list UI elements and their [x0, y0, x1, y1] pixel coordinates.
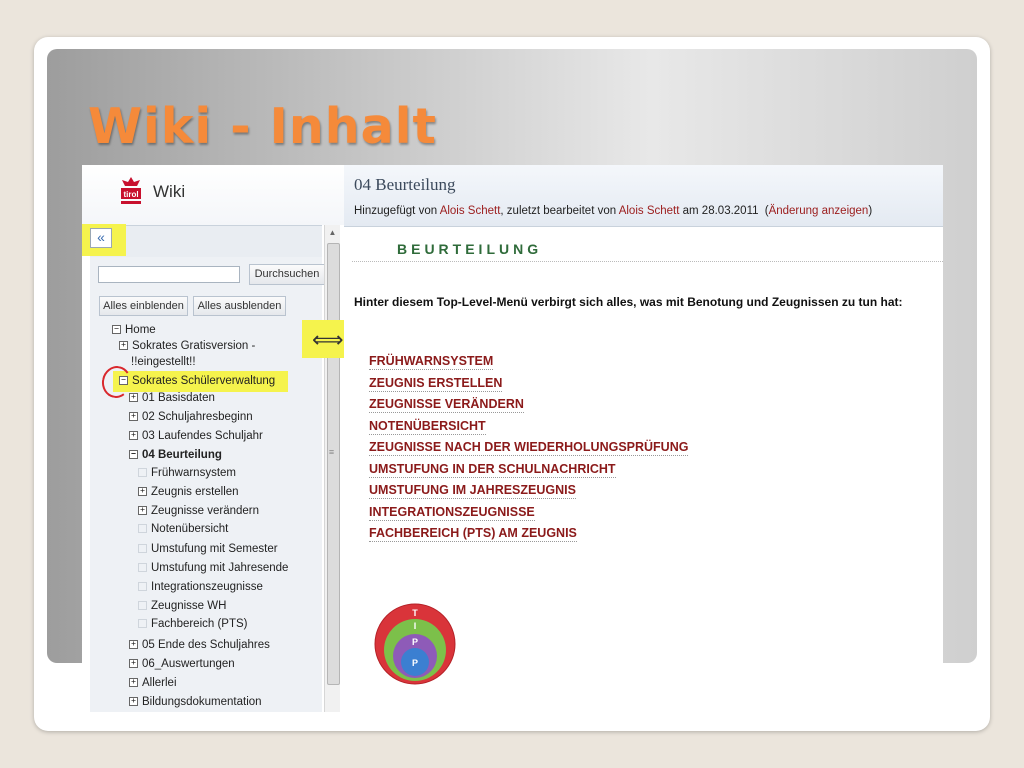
tree-item[interactable]	[129, 638, 270, 652]
tree-item-label[interactable]: Zeugnis erstellen	[151, 486, 239, 498]
expand-icon[interactable]: +	[129, 393, 138, 402]
tree-item-label[interactable]: Integrationszeugnisse	[151, 581, 263, 593]
tree-item-label[interactable]: Allerlei	[142, 677, 177, 689]
tree-item[interactable]	[138, 580, 263, 594]
expand-icon[interactable]: +	[129, 412, 138, 421]
expand-all-button[interactable]: Alles einblenden	[99, 296, 188, 316]
tree-item-label[interactable]: 01 Basisdaten	[142, 392, 215, 404]
meta-edited: , zuletzt bearbeitet von	[500, 205, 617, 217]
tree-item-label[interactable]: Bildungsdokumentation	[142, 696, 262, 708]
svg-text:P: P	[411, 637, 419, 647]
scroll-thumb[interactable]	[327, 243, 340, 685]
svg-text:T: T	[412, 608, 418, 618]
heading-divider	[352, 261, 943, 262]
collapse-sidebar-button[interactable]: «	[90, 228, 112, 248]
leaf-icon	[138, 524, 147, 533]
leaf-icon	[138, 582, 147, 591]
slide-title: Wiki - Inhalt	[88, 98, 437, 155]
tree-item-label[interactable]: !!eingestellt!!	[131, 356, 196, 368]
tree-item-label[interactable]: Umstufung mit Jahresende	[151, 562, 289, 574]
tree-item-label[interactable]: Frühwarnsystem	[151, 467, 236, 479]
topic-link[interactable]: ZEUGNISSE VERÄNDERN	[369, 397, 524, 411]
tree-item-label[interactable]: 03 Laufendes Schuljahr	[142, 430, 263, 442]
tree-item[interactable]	[129, 676, 177, 690]
leaf-icon	[138, 619, 147, 628]
wiki-sidebar	[82, 165, 345, 712]
resize-arrow-icon[interactable]: ⟺	[312, 327, 344, 352]
collapse-all-button[interactable]: Alles ausblenden	[193, 296, 286, 316]
editor-link[interactable]: Alois Schett	[618, 205, 680, 217]
tree-item[interactable]	[119, 374, 275, 388]
topic-link[interactable]: FACHBEREICH (PTS) AM ZEUGNIS	[369, 526, 577, 540]
expand-icon[interactable]: +	[129, 659, 138, 668]
page-title: 04 Beurteilung	[354, 175, 456, 194]
tree-item[interactable]	[112, 323, 156, 337]
tree-item-label[interactable]: Home	[125, 324, 156, 336]
collapse-icon[interactable]: −	[129, 450, 138, 459]
tree-item[interactable]	[138, 522, 228, 536]
expand-icon[interactable]: +	[129, 640, 138, 649]
tree-item[interactable]	[138, 561, 288, 575]
tree-item[interactable]	[129, 448, 222, 462]
search-input[interactable]	[98, 266, 240, 283]
tree-item[interactable]	[129, 410, 253, 424]
expand-icon[interactable]: +	[129, 431, 138, 440]
wiki-screenshot	[82, 165, 943, 712]
page-header	[344, 165, 943, 227]
tree-item-label[interactable]: 06_Auswertungen	[142, 658, 235, 670]
svg-text:I: I	[413, 621, 417, 631]
topic-link[interactable]: ZEUGNISSE NACH DER WIEDERHOLUNGSPRÜFUNG	[369, 440, 689, 454]
leaf-icon	[138, 468, 147, 477]
search-button[interactable]: Durchsuchen	[249, 264, 325, 285]
tipp-logo-icon	[373, 602, 457, 686]
collapse-icon[interactable]: −	[119, 376, 128, 385]
tree-item[interactable]	[119, 339, 255, 353]
tree-item-label[interactable]: 05 Ende des Schuljahres	[142, 639, 270, 651]
logo-text: tirol	[123, 190, 139, 199]
tree-item[interactable]	[138, 504, 259, 518]
scroll-up-icon[interactable]: ▲	[328, 228, 337, 237]
tree-item-label[interactable]: Zeugnisse verändern	[151, 505, 260, 517]
expand-icon[interactable]: +	[119, 341, 128, 350]
tree-item-label[interactable]: Fachbereich (PTS)	[151, 618, 248, 630]
tree-item-label[interactable]: Sokrates Schülerverwaltung	[132, 375, 276, 387]
tree-item[interactable]	[138, 599, 226, 613]
tree-item[interactable]	[129, 429, 263, 443]
tree-item-label[interactable]: Zeugnisse WH	[151, 600, 227, 612]
tree-item[interactable]	[131, 355, 196, 369]
meta-date: am 28.03.2011	[682, 205, 759, 217]
topic-link[interactable]: FRÜHWARNSYSTEM	[369, 354, 494, 368]
leaf-icon	[138, 601, 147, 610]
topic-link[interactable]: INTEGRATIONSZEUGNISSE	[369, 504, 535, 519]
author-link[interactable]: Alois Schett	[439, 205, 501, 217]
leaf-icon	[138, 544, 147, 553]
tree-item[interactable]	[129, 391, 215, 405]
topic-link[interactable]: NOTENÜBERSICHT	[369, 418, 486, 433]
tree-item[interactable]	[129, 695, 262, 709]
tree-item-label[interactable]: Sokrates Gratisversion -	[132, 340, 256, 352]
show-changes-link[interactable]: Änderung anzeigen	[768, 205, 869, 217]
collapse-icon[interactable]: −	[112, 325, 121, 334]
grip-icon: ≡	[328, 447, 335, 457]
tree-item[interactable]	[138, 617, 248, 631]
tree-item-label[interactable]: 04 Beurteilung	[142, 449, 222, 461]
tree-item[interactable]	[129, 657, 235, 671]
scrollbar[interactable]	[324, 225, 340, 712]
topic-link[interactable]: UMSTUFUNG IN DER SCHULNACHRICHT	[369, 461, 616, 476]
tree-item-label[interactable]: 02 Schuljahresbeginn	[142, 411, 253, 423]
tree-item[interactable]	[138, 466, 236, 480]
svg-text:P: P	[411, 658, 419, 668]
tirol-logo-icon	[118, 175, 144, 207]
tree-item-label[interactable]: Umstufung mit Semester	[151, 543, 278, 555]
topic-link[interactable]: UMSTUFUNG IM JAHRESZEUGNIS	[369, 483, 576, 497]
intro-text: Hinter diesem Top-Level-Menü verbirgt sich alles, was mit Benotung und Zeugnissen zu tun hat:	[354, 295, 903, 309]
section-heading: BEURTEILUNG	[397, 241, 543, 257]
wiki-content	[344, 165, 943, 712]
expand-icon[interactable]: +	[138, 487, 147, 496]
tree-item-label[interactable]: Notenübersicht	[151, 523, 229, 535]
tree-item[interactable]	[138, 542, 278, 556]
paren-close: )	[868, 205, 873, 217]
tree-item[interactable]	[138, 485, 239, 499]
topic-link[interactable]: ZEUGNIS ERSTELLEN	[369, 375, 503, 390]
wiki-name: Wiki	[153, 182, 186, 201]
expand-icon[interactable]: +	[138, 506, 147, 515]
paren-open: (	[764, 205, 769, 217]
expand-icon[interactable]: +	[129, 697, 138, 706]
page-meta	[354, 205, 872, 217]
expand-icon[interactable]: +	[129, 678, 138, 687]
meta-added-by: Hinzugefügt von	[354, 205, 438, 217]
leaf-icon	[138, 563, 147, 572]
wiki-header	[82, 165, 344, 225]
